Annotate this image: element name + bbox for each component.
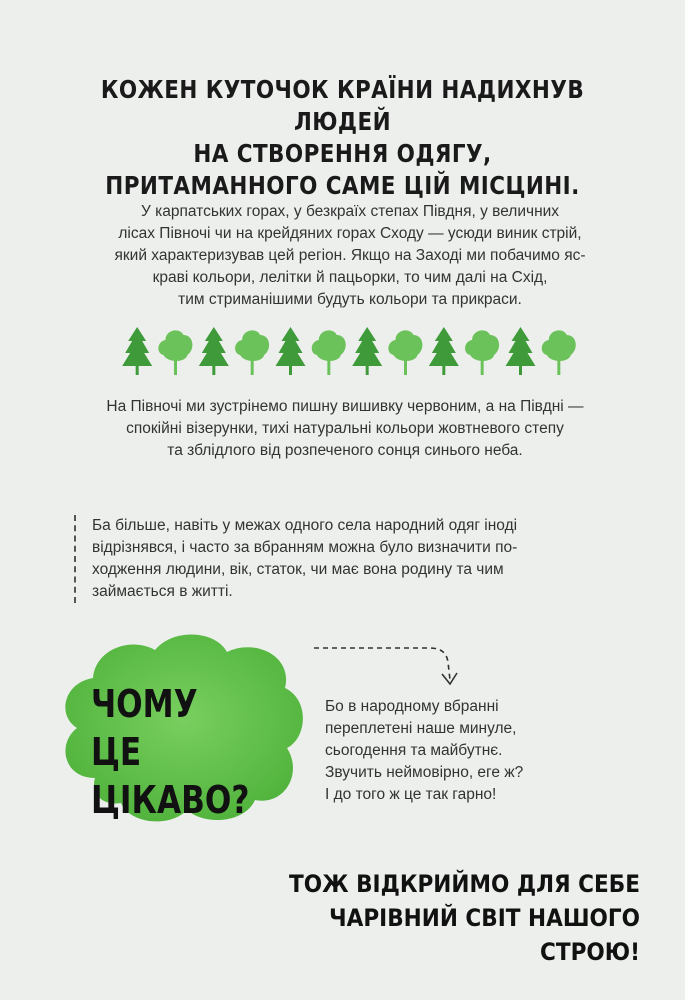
village-paragraph [92, 515, 632, 603]
heading-line: КОЖЕН КУТОЧОК КРАЇНИ НАДИХНУВ ЛЮДЕЙ [100, 75, 585, 136]
pine-icon [429, 327, 459, 375]
round-tree-icon [158, 330, 192, 375]
paragraph-line: Ба більше, навіть у межах одного села народний одяг іноді [92, 517, 518, 534]
paragraph-line: лісах Півночі чи на крейдяних горах Сходу — усюди виник стрій, [118, 225, 582, 242]
pine-icon [276, 327, 306, 375]
paragraph-line: та зблідлого від розпеченого сонця синього неба. [167, 442, 523, 459]
pine-icon [122, 327, 152, 375]
round-tree-icon [542, 330, 576, 375]
paragraph-line: відрізнявся, і часто за вбранням можна було визначити по- [92, 539, 518, 556]
why-interesting-cloud [55, 628, 310, 828]
paragraph-line: тим стриманішими будуть кольори та прикраси. [178, 291, 522, 308]
pine-icon [506, 327, 536, 375]
regions-paragraph [55, 396, 635, 462]
paragraph-line: який характеризував цей регіон. Якщо на Заході ми побачимо яс- [114, 247, 586, 264]
cloud-title [91, 680, 255, 824]
paragraph-line: займається в житті. [92, 583, 233, 600]
cloud-title-line: ЦІКАВО? [91, 778, 250, 822]
paragraph-line: І до того ж це так гарно! [325, 786, 497, 803]
closing-line: ЧАРІВНИЙ СВІТ НАШОГО СТРОЮ! [329, 904, 640, 966]
heading-line: НА СТВОРЕННЯ ОДЯГУ, [193, 139, 492, 168]
round-tree-icon [465, 330, 499, 375]
pine-icon [199, 327, 229, 375]
tree-row-graphic [118, 325, 578, 377]
paragraph-line: На Півночі ми зустрінемо пишну вишивку червоним, а на Півдні — [106, 398, 584, 415]
village-note [74, 515, 634, 603]
intro-paragraph [95, 201, 605, 311]
tree-row [118, 325, 578, 377]
answer-paragraph [325, 696, 625, 806]
dashed-divider [74, 515, 76, 603]
paragraph-line: спокійні візерунки, тихі натуральні кольори жовтневого степу [126, 420, 564, 437]
paragraph-line: Бо в народному вбранні [325, 698, 499, 715]
paragraph-line: краві кольори, лелітки й пацьорки, то чим далі на Схід, [152, 269, 548, 286]
closing-heading [235, 867, 640, 969]
heading-line: ПРИТАМАННОГО САМЕ ЦІЙ МІСЦИНІ. [105, 171, 580, 200]
pine-icon [352, 327, 382, 375]
dashed-arrow-icon [312, 640, 462, 688]
paragraph-line: переплетені наше минуле, [325, 720, 517, 737]
round-tree-icon [388, 330, 422, 375]
cloud-title-line: ЧОМУ ЦЕ [91, 682, 198, 774]
paragraph-line: Звучить неймовірно, еге ж? [325, 764, 524, 781]
round-tree-icon [235, 330, 269, 375]
paragraph-line: У карпатських горах, у безкраїх степах Півдня, у величних [140, 203, 560, 220]
closing-line: ТОЖ ВІДКРИЙМО ДЛЯ СЕБЕ [289, 870, 640, 898]
round-tree-icon [312, 330, 346, 375]
page-heading [82, 74, 602, 202]
paragraph-line: сьогодення та майбутнє. [325, 742, 503, 759]
paragraph-line: ходження людини, вік, статок, чи має вона родину та чим [92, 561, 504, 578]
